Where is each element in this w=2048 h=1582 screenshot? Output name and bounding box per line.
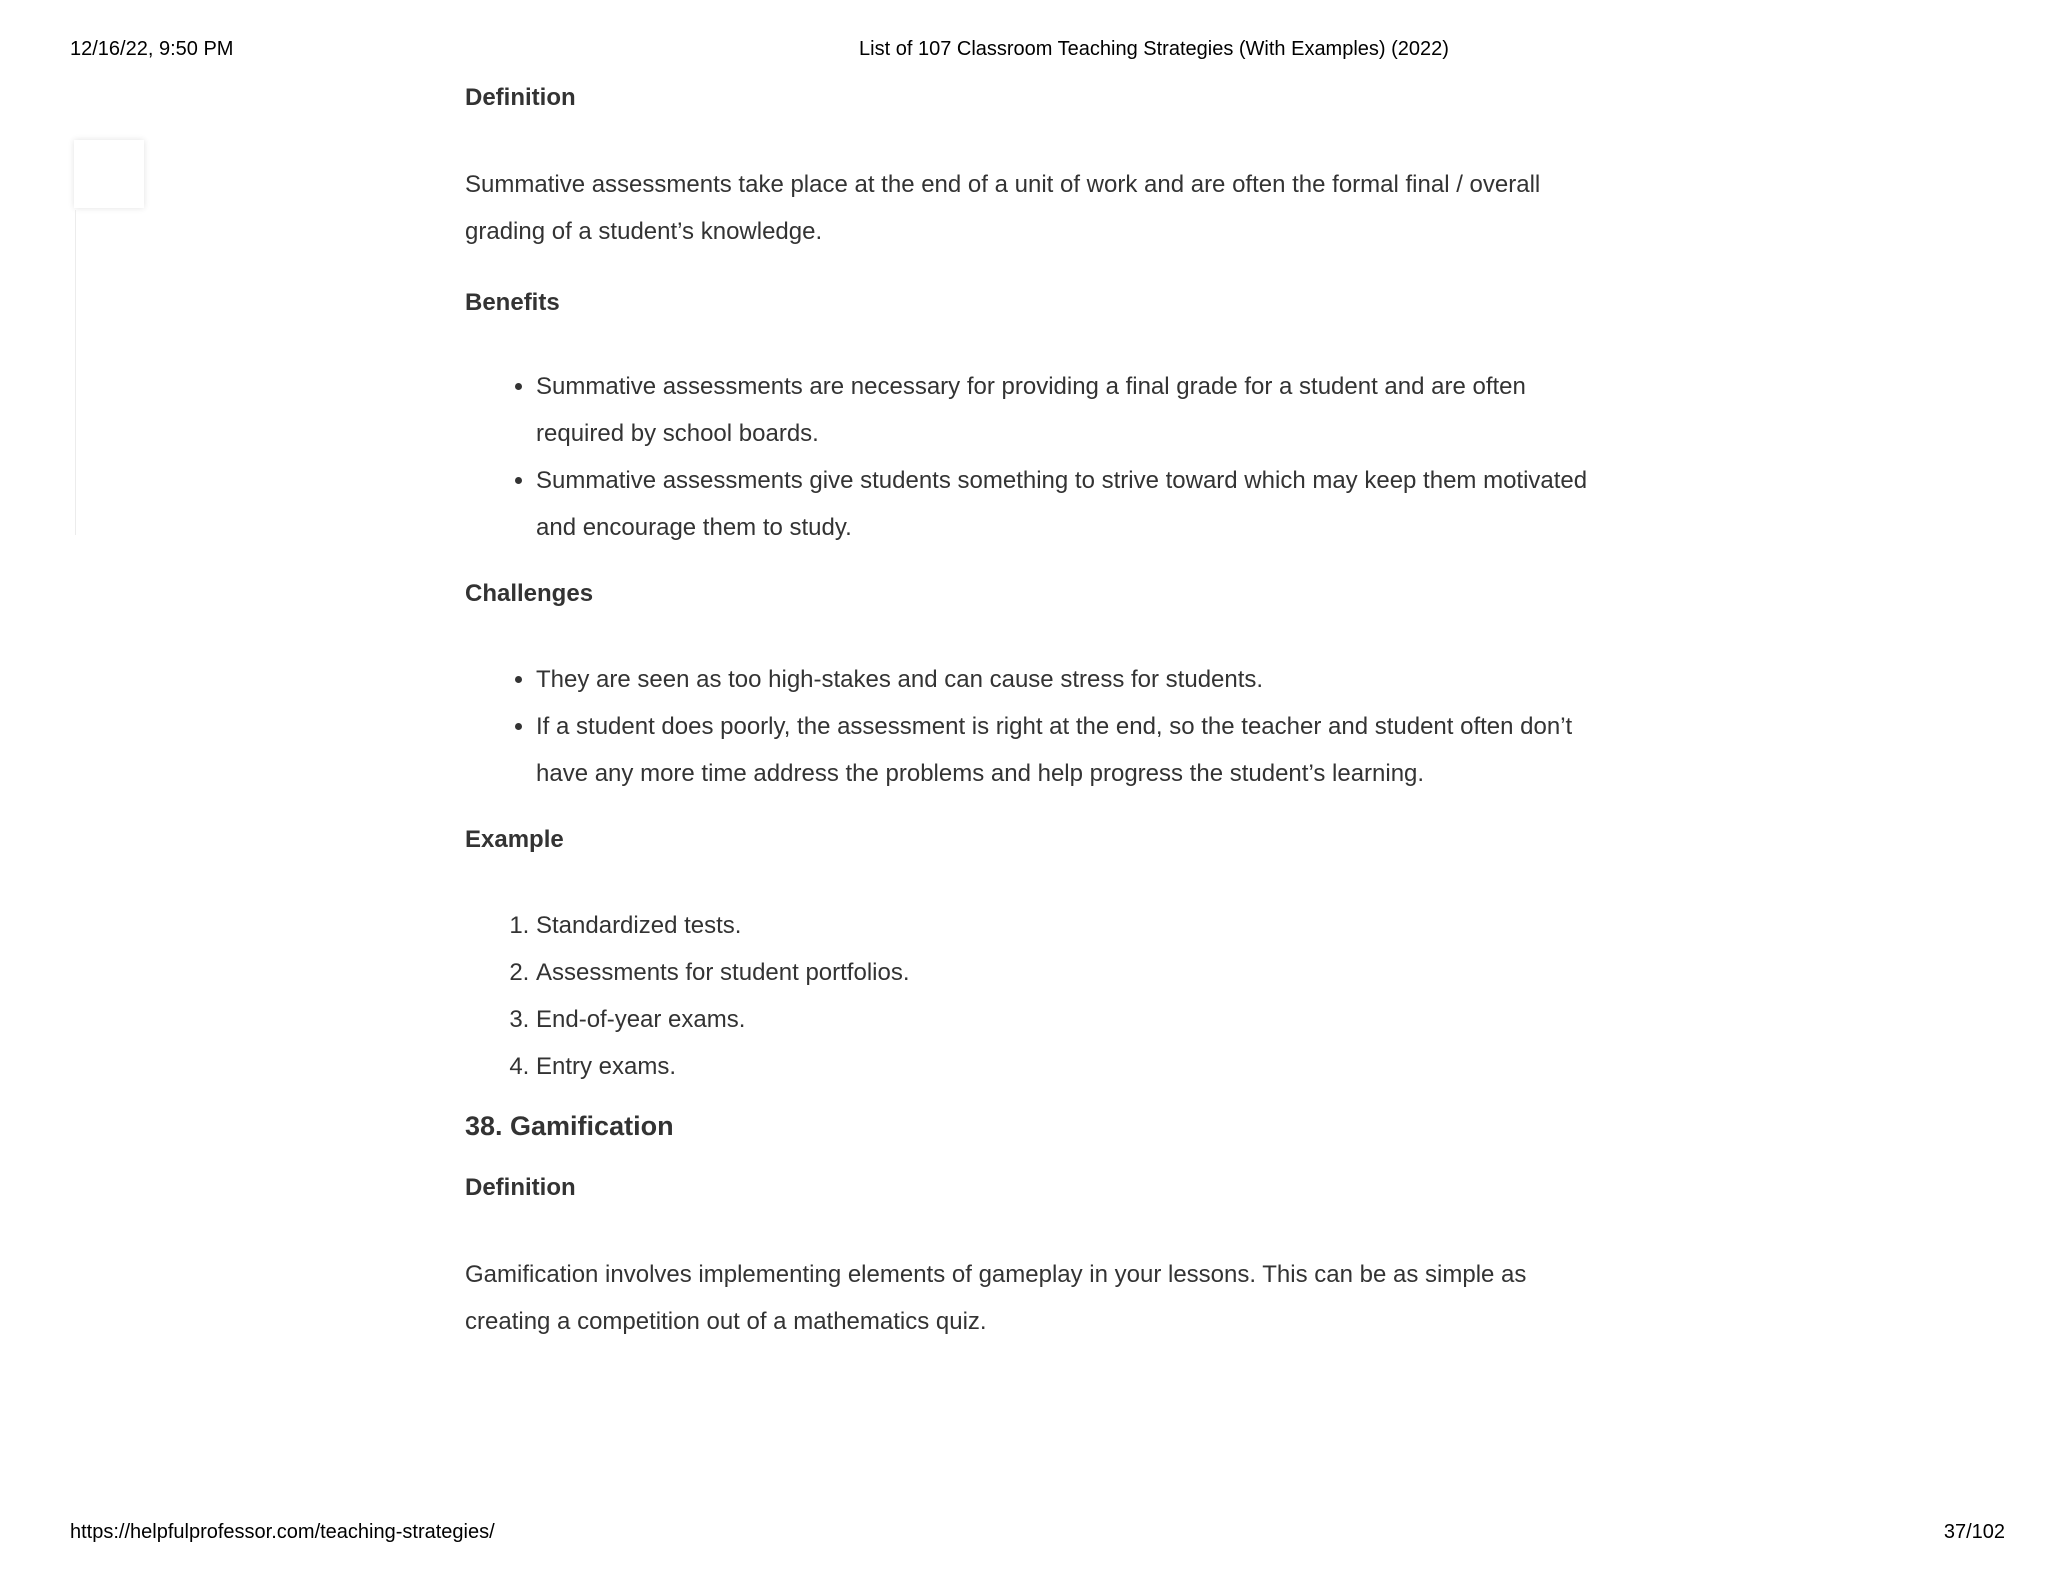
print-header — [0, 38, 2048, 64]
page-url: https://helpfulprofessor.com/teaching-strategies/ — [70, 1521, 495, 1543]
article-body — [465, 78, 1595, 1345]
list-item: 3. End-of-year exams. — [536, 996, 1595, 1043]
page-title: List of 107 Classroom Teaching Strategies (With Examples) (2022) — [859, 38, 1449, 60]
benefits-list — [465, 363, 1595, 551]
definition-heading: Definition — [465, 84, 576, 111]
section-heading: 38. Gamification — [465, 1111, 674, 1141]
print-datetime: 12/16/22, 9:50 PM — [70, 38, 234, 60]
page-number: 37/102 — [1943, 1521, 2005, 1543]
benefits-heading: Benefits — [465, 289, 560, 316]
list-item: 1. Standardized tests. — [536, 902, 1595, 949]
list-item: • They are seen as too high-stakes and can cause stress for students. — [536, 656, 1595, 703]
challenges-heading: Challenges — [465, 580, 594, 607]
list-item: 2. Assessments for student portfolios. — [536, 949, 1595, 996]
definition-text: Gamification involves implementing elements of gameplay in your lessons. This can be as simple as creating a competition out of a mathematics quiz. — [465, 1261, 1527, 1335]
list-item: • Summative assessments are necessary for providing a final grade for a student and are often required by school boards. — [536, 363, 1595, 457]
list-item: 4. Entry exams. — [536, 1043, 1595, 1090]
examples-list — [465, 902, 1595, 1090]
definition-heading: Definition — [465, 1174, 576, 1201]
share-widget-divider — [75, 210, 76, 535]
list-item: • If a student does poorly, the assessment is right at the end, so the teacher and student often don’t have any more time address the problems and help progress the student’s learning. — [536, 703, 1595, 797]
share-widget[interactable] — [74, 140, 144, 208]
challenges-list — [465, 656, 1595, 797]
definition-text: Summative assessments take place at the end of a unit of work and are often the formal final / overall grading of a student’s knowledge. — [465, 171, 1541, 245]
list-item: • Summative assessments give students something to strive toward which may keep them motivated and encourage them to study. — [536, 457, 1595, 551]
example-heading: Example — [465, 826, 564, 853]
print-footer — [0, 1521, 2048, 1547]
